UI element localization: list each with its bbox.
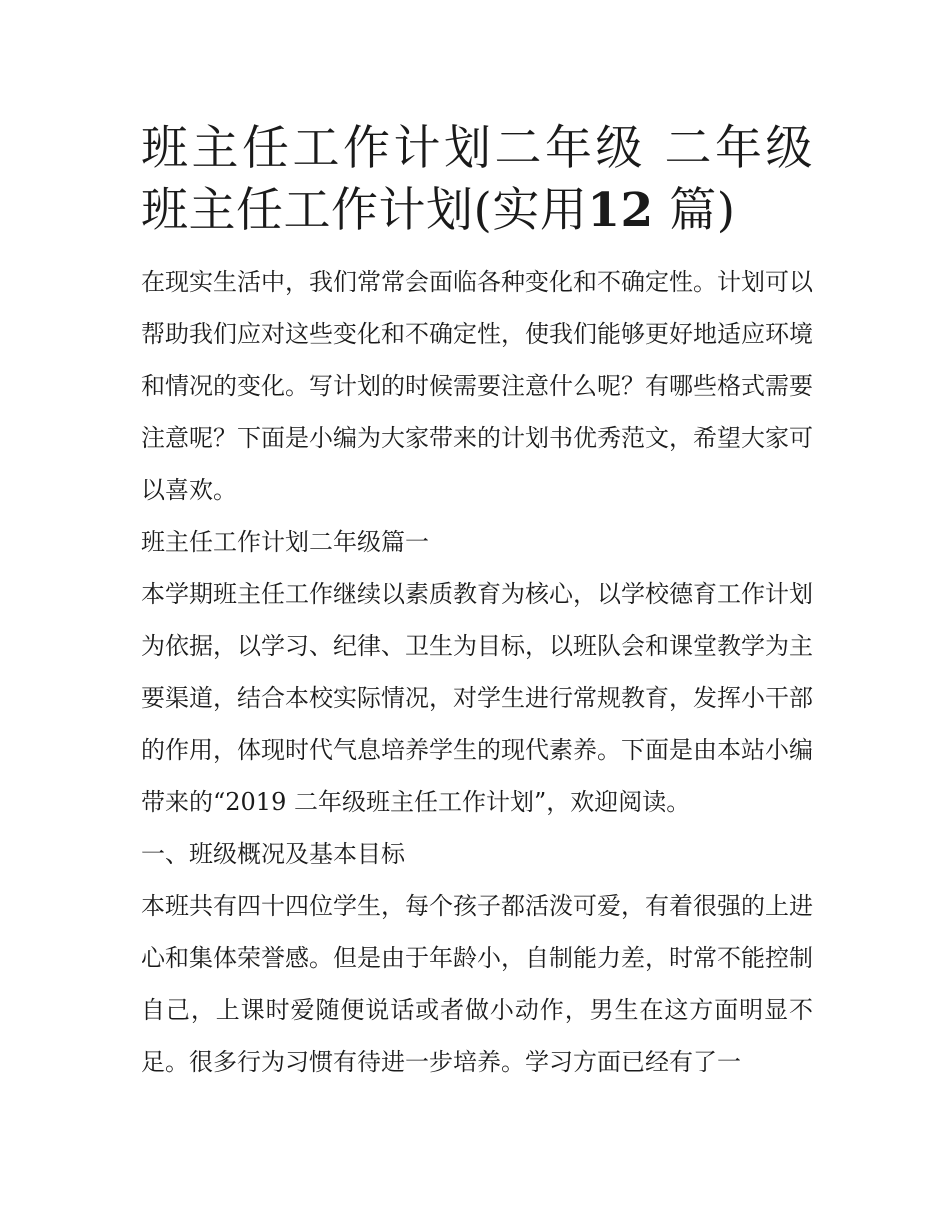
section-heading-class-overview: 一、班级概况及基本目标 <box>141 840 405 868</box>
title-suffix: 篇) <box>653 183 736 238</box>
title-number: 12 <box>587 183 654 238</box>
body-paragraph-class-overview: 本班共有四十四位学生，每个孩子都活泼可爱，有着很强的上进心和集体荣誉感。但是由于年龄小，自制能力差，时常不能控制自己，上课时爱随便说话或者做小动作，男生在这方面明显不足。很多行为习惯有待进一步培养。学习方面已经有了一 <box>141 892 813 1076</box>
body-paragraph: 本学期班主任工作继续以素质教育为核心，以学校德育工作计划为依据，以学习、纪律、卫生为目标，以班队会和课堂教学为主要渠道，结合本校实际情况，对学生进行常规教育，发挥小干部的作用，体现时代气息培养学生的现代素养。下面是由本站小编带来的“2019 二年级班主任工作计划”，欢迎阅读。 <box>141 580 813 816</box>
document-title <box>141 118 813 242</box>
document-page <box>141 118 813 1088</box>
intro-paragraph: 在现实生活中，我们常常会面临各种变化和不确定性。计划可以帮助我们应对这些变化和不确定性，使我们能够更好地适应环境和情况的变化。写计划的时候需要注意什么呢？有哪些格式需要注意呢？下面是小编为大家带来的计划书优秀范文，希望大家可以喜欢。 <box>141 268 813 504</box>
section-heading-part-one: 班主任工作计划二年级篇一 <box>141 528 429 556</box>
title-text: 班主任工作计划二年级 二年级班主任工作计划(实用 <box>141 121 813 238</box>
